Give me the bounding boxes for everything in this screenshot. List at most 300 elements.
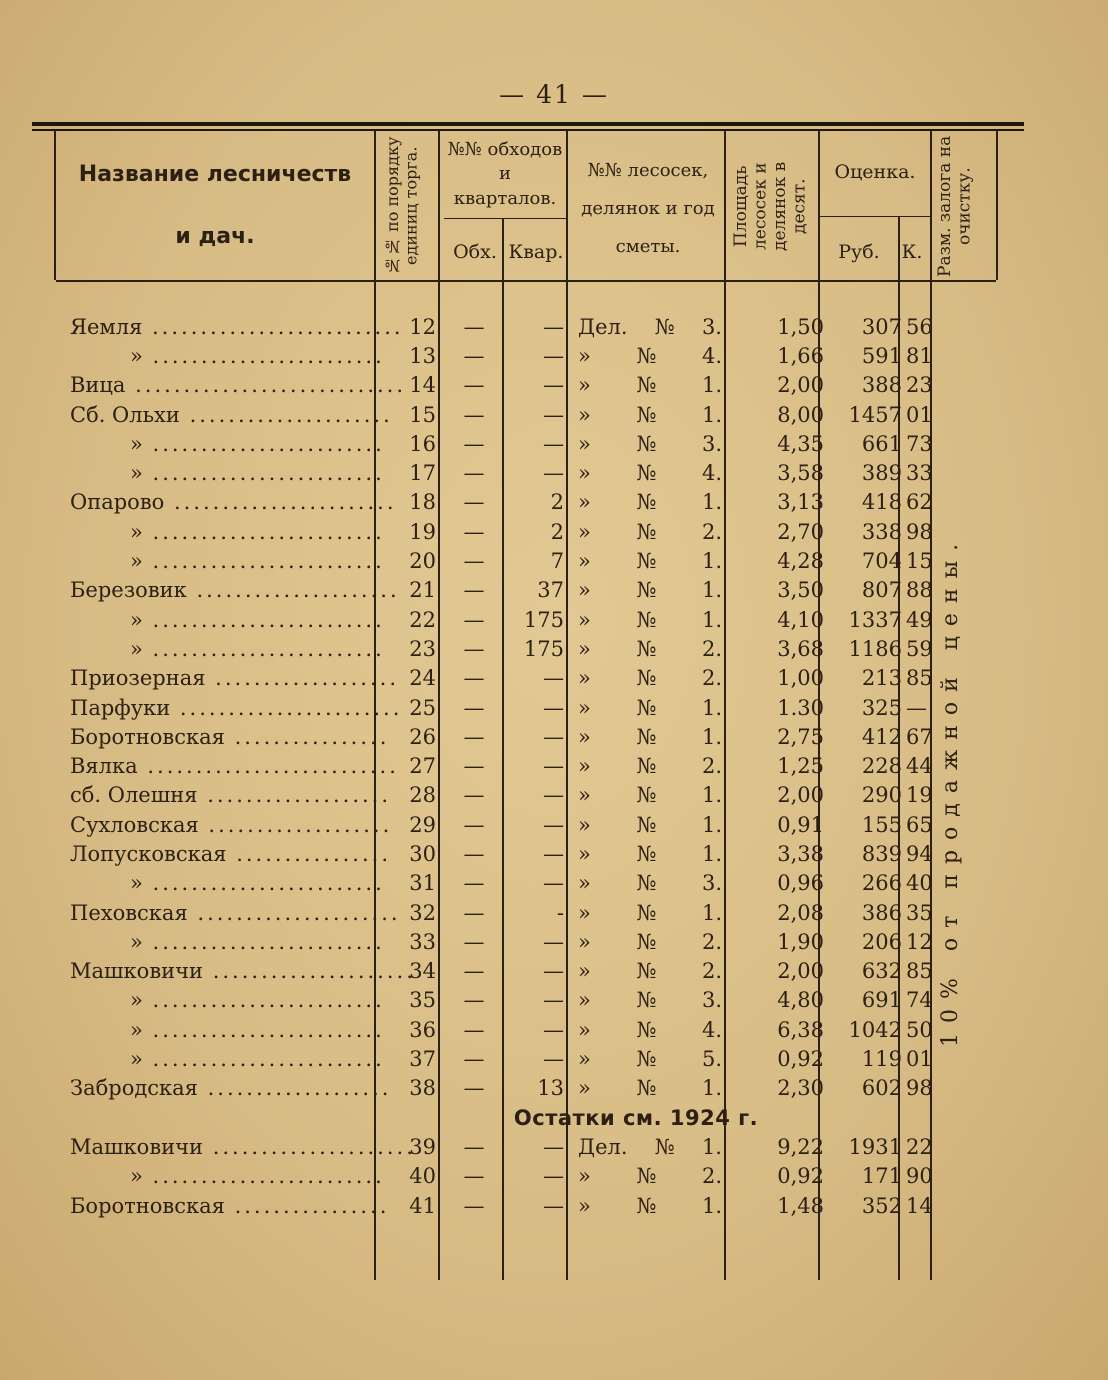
row-kv: —: [543, 343, 564, 368]
row-name: [70, 1044, 385, 1073]
row-name-text: »: [130, 929, 143, 954]
row-plot-d2: №: [636, 754, 657, 779]
row-plot-d2: №: [636, 1076, 657, 1101]
row-area: 1,48: [777, 1193, 824, 1218]
row-plot: [570, 693, 732, 722]
row-plot: [570, 1044, 732, 1073]
row-obh: —: [463, 959, 485, 984]
row-plot-d3: 1.: [701, 1134, 722, 1159]
row-kv: —: [543, 373, 564, 398]
row-plot-d1: »: [578, 431, 591, 456]
row-plot-d1: »: [578, 988, 591, 1013]
row-plot: [570, 957, 732, 986]
row-plot-d2: №: [636, 783, 657, 808]
row-name-text: »: [130, 1047, 143, 1072]
col-line-right: [996, 130, 998, 280]
row-plot-d3: 4.: [701, 343, 722, 368]
row-obh: —: [463, 607, 485, 632]
table-row: [70, 488, 942, 517]
row-name: [70, 693, 403, 722]
row-plot-d1: »: [578, 929, 591, 954]
row-plot-d3: 1.: [701, 607, 722, 632]
table-row: [70, 458, 942, 487]
row-kop: 88: [906, 578, 933, 603]
data-table: [70, 312, 942, 1220]
row-name: [70, 1191, 390, 1220]
table-row: [70, 605, 942, 634]
row-lot-no: 17: [409, 461, 436, 486]
table-row: [70, 751, 942, 780]
row-plot-d3: 2.: [701, 636, 722, 661]
row-lot-no: 24: [409, 666, 436, 691]
row-kv: —: [543, 1164, 564, 1189]
row-area: 3,58: [777, 461, 824, 486]
row-kv: —: [543, 1017, 564, 1042]
row-obh: —: [463, 519, 485, 544]
row-obh: —: [463, 1193, 485, 1218]
row-obh: —: [463, 812, 485, 837]
row-plot-d2: №: [636, 959, 657, 984]
header-name: Название лесничеств: [78, 162, 352, 187]
row-plot-d3: 1.: [701, 402, 722, 427]
row-obh: —: [463, 1134, 485, 1159]
row-name: [70, 927, 385, 956]
row-plot-d3: 1.: [701, 783, 722, 808]
dot-leader: ........................: [142, 607, 385, 632]
row-kv: —: [543, 724, 564, 749]
row-kop: 73: [906, 431, 933, 456]
row-rub: 386: [861, 900, 902, 925]
row-plot-d3: 1.: [701, 724, 722, 749]
table-row: [70, 400, 942, 429]
row-name-text: Опарово: [70, 490, 165, 515]
row-plot-d2: №: [636, 812, 657, 837]
header-rounds-obh: Обх.: [453, 241, 497, 263]
row-plot-d1: »: [578, 1164, 591, 1189]
page-number: — 41 —: [499, 80, 609, 109]
col-line-left: [54, 130, 56, 280]
row-plot-d1: »: [578, 695, 591, 720]
header-kop: К.: [901, 241, 923, 263]
row-name-text: »: [130, 871, 143, 896]
row-plot: [570, 781, 732, 810]
dot-leader: ........................: [142, 988, 385, 1013]
row-area: 3,38: [777, 841, 824, 866]
row-area: 3,50: [777, 578, 824, 603]
row-rub: 1457: [848, 402, 902, 427]
row-obh: —: [463, 754, 485, 779]
row-lot-no: 20: [409, 549, 436, 574]
row-plot: [570, 722, 732, 751]
row-plot-d2: №: [636, 1193, 657, 1218]
row-kv: 2: [550, 490, 564, 515]
table-row: [70, 341, 942, 370]
row-kop: 62: [906, 490, 933, 515]
header-sub-line-rounds: [444, 218, 568, 219]
row-plot-d2: №: [636, 373, 657, 398]
row-kop: 01: [906, 1047, 933, 1072]
row-plot-d3: 4.: [701, 461, 722, 486]
row-plot: [570, 458, 732, 487]
row-plot: [570, 517, 732, 546]
row-plot-d1: »: [578, 1076, 591, 1101]
row-kv: —: [543, 841, 564, 866]
row-name: [70, 341, 385, 370]
row-lot-no: 22: [409, 607, 436, 632]
top-rule-thick: [32, 122, 1024, 126]
row-area: 9,22: [777, 1134, 824, 1159]
row-name-text: Яемля: [70, 314, 143, 339]
row-plot-d2: №: [636, 1017, 657, 1042]
dot-leader: ...................: [197, 1076, 392, 1101]
row-name-text: Машковичи: [70, 959, 204, 984]
row-plot-d1: »: [578, 1193, 591, 1218]
row-name: [70, 1162, 385, 1191]
row-kv: —: [543, 666, 564, 691]
row-plot-d2: №: [636, 666, 657, 691]
row-obh: —: [463, 343, 485, 368]
row-rub: 839: [861, 841, 902, 866]
row-name-text: »: [130, 461, 143, 486]
row-lot-no: 15: [409, 402, 436, 427]
row-lot-no: 27: [409, 754, 436, 779]
dot-leader: ................: [226, 841, 392, 866]
row-plot-d1: »: [578, 900, 591, 925]
header-estimate: Оценка.: [834, 161, 916, 183]
row-plot-d3: 1.: [701, 549, 722, 574]
row-kop: 01: [906, 402, 933, 427]
row-obh: —: [463, 783, 485, 808]
row-lot-no: 41: [409, 1193, 436, 1218]
row-area: 4,10: [777, 607, 824, 632]
dot-leader: ...................: [197, 783, 392, 808]
table-row: [70, 312, 942, 341]
row-plot-d1: »: [578, 1017, 591, 1042]
row-name-text: »: [130, 431, 143, 456]
row-plot: [570, 839, 732, 868]
row-plot-d3: 3.: [701, 431, 722, 456]
row-area: 8,00: [777, 402, 824, 427]
row-lot-no: 19: [409, 519, 436, 544]
row-plot-d1: »: [578, 666, 591, 691]
row-name-text: Приозерная: [70, 666, 206, 691]
row-obh: —: [463, 461, 485, 486]
row-plot-d1: »: [578, 959, 591, 984]
table-row: [70, 722, 942, 751]
row-area: 1,66: [777, 343, 824, 368]
row-kv: —: [543, 695, 564, 720]
row-plot: [570, 810, 732, 839]
row-plot: [570, 869, 732, 898]
row-plot: [570, 634, 732, 663]
row-kop: 56: [906, 314, 933, 339]
row-area: 0,92: [777, 1047, 824, 1072]
row-plot-d3: 3.: [701, 988, 722, 1013]
row-plot-d2: №: [636, 724, 657, 749]
row-obh: —: [463, 549, 485, 574]
header-lot-no: №№ по порядку единиц торга.: [383, 136, 421, 276]
row-plot-d3: 4.: [701, 1017, 722, 1042]
row-area: 2,00: [777, 959, 824, 984]
row-name: [70, 312, 404, 341]
row-rub: 290: [861, 783, 902, 808]
row-rub: 632: [861, 959, 902, 984]
table-row: [70, 898, 942, 927]
row-rub: 213: [861, 666, 902, 691]
row-area: 2,08: [777, 900, 824, 925]
row-kop: 33: [906, 461, 933, 486]
row-rub: 266: [861, 871, 902, 896]
row-obh: —: [463, 929, 485, 954]
row-lot-no: 37: [409, 1047, 436, 1072]
row-plot: [570, 312, 732, 341]
row-plot-d1: »: [578, 402, 591, 427]
row-plot: [570, 1015, 732, 1044]
header-deposit: Разм. залога на очистку.: [935, 135, 975, 277]
row-kv: —: [543, 812, 564, 837]
row-name: [70, 458, 385, 487]
row-obh: —: [463, 666, 485, 691]
header-area: Площадь лесосек и делянок в десят.: [731, 161, 810, 251]
row-name: [70, 722, 390, 751]
row-name: [70, 634, 385, 663]
row-plot-d2: №: [636, 490, 657, 515]
row-kop: —: [906, 695, 927, 720]
row-plot: [570, 488, 732, 517]
row-rub: 412: [861, 724, 902, 749]
dot-leader: .......................: [170, 695, 403, 720]
header-sub-line-estimate: [820, 216, 930, 217]
row-name-text: »: [130, 1017, 143, 1042]
row-rub: 352: [861, 1193, 902, 1218]
row-plot: [570, 429, 732, 458]
row-kop: 12: [906, 929, 933, 954]
row-name-text: »: [130, 343, 143, 368]
dot-leader: ........................: [142, 1017, 385, 1042]
dot-leader: ........................: [142, 929, 385, 954]
row-lot-no: 26: [409, 724, 436, 749]
header-rounds-kv: Квар.: [508, 241, 564, 263]
row-kop: 65: [906, 812, 933, 837]
row-rub: 171: [861, 1164, 902, 1189]
row-area: 2,30: [777, 1076, 824, 1101]
row-obh: —: [463, 578, 485, 603]
row-kv: 175: [523, 607, 564, 632]
row-name: [70, 371, 407, 400]
row-plot-d1: »: [578, 343, 591, 368]
row-lot-no: 38: [409, 1076, 436, 1101]
table-row: [70, 634, 942, 663]
table-row: [70, 1044, 942, 1073]
row-lot-no: 31: [409, 871, 436, 896]
row-obh: —: [463, 900, 485, 925]
row-kop: 35: [906, 900, 933, 925]
row-plot: [570, 751, 732, 780]
row-plot-d1: »: [578, 841, 591, 866]
row-area: 1,50: [777, 314, 824, 339]
row-area: 4,35: [777, 431, 824, 456]
row-plot-d2: №: [654, 1134, 675, 1159]
row-area: 3,68: [777, 636, 824, 661]
header-plots: №№ лесосек, делянок и год сметы.: [581, 160, 715, 257]
dot-leader: ........................: [142, 461, 385, 486]
row-plot-d2: №: [654, 314, 675, 339]
row-rub: 1186: [848, 636, 902, 661]
row-plot-d1: »: [578, 607, 591, 632]
row-plot-d1: »: [578, 549, 591, 574]
row-kv: —: [543, 988, 564, 1013]
row-plot: [570, 1191, 732, 1220]
row-plot-d3: 1.: [701, 373, 722, 398]
row-kv: —: [543, 929, 564, 954]
row-lot-no: 13: [409, 343, 436, 368]
row-plot: [570, 1132, 732, 1161]
dot-leader: .....................: [186, 578, 400, 603]
row-kop: 67: [906, 724, 933, 749]
header-name-2: и дач.: [175, 224, 255, 249]
row-kop: 50: [906, 1017, 933, 1042]
row-plot-d2: №: [636, 871, 657, 896]
table-row: [70, 371, 942, 400]
row-obh: —: [463, 431, 485, 456]
row-lot-no: 34: [409, 959, 436, 984]
row-plot-d1: Дел.: [578, 314, 628, 339]
row-plot-d3: 5.: [701, 1047, 722, 1072]
table-row: [70, 664, 942, 693]
row-name-text: Сухловская: [70, 812, 199, 837]
row-plot-d3: 2.: [701, 929, 722, 954]
table-row: [70, 1074, 942, 1103]
dot-leader: ...................: [205, 666, 400, 691]
row-plot: [570, 341, 732, 370]
row-name: [70, 664, 400, 693]
row-name-text: Сб. Ольхи: [70, 402, 180, 427]
row-kv: —: [543, 431, 564, 456]
table-row: [70, 1015, 942, 1044]
row-plot-d1: »: [578, 754, 591, 779]
row-lot-no: 30: [409, 841, 436, 866]
dot-leader: .....................: [179, 402, 393, 427]
row-plot-d2: №: [636, 343, 657, 368]
row-rub: 155: [861, 812, 902, 837]
table-row: [70, 576, 942, 605]
row-plot: [570, 400, 732, 429]
row-name: [70, 546, 385, 575]
row-kop: 23: [906, 373, 933, 398]
row-kv: 13: [537, 1076, 564, 1101]
row-kv: —: [543, 1134, 564, 1159]
row-plot-d2: №: [636, 578, 657, 603]
row-name: [70, 1074, 392, 1103]
row-area: 1,00: [777, 666, 824, 691]
row-plot-d3: 3.: [701, 314, 722, 339]
row-plot-d2: №: [636, 988, 657, 1013]
row-kv: —: [543, 871, 564, 896]
row-area: 4,80: [777, 988, 824, 1013]
row-rub: 691: [861, 988, 902, 1013]
row-name: [70, 751, 399, 780]
row-rub: 704: [861, 549, 902, 574]
row-plot-d2: №: [636, 519, 657, 544]
row-rub: 1931: [848, 1134, 902, 1159]
row-obh: —: [463, 314, 485, 339]
row-name: [70, 400, 393, 429]
row-rub: 228: [861, 754, 902, 779]
row-obh: —: [463, 1164, 485, 1189]
row-lot-no: 29: [409, 812, 436, 837]
dot-leader: .....................: [203, 959, 416, 984]
row-name: [70, 605, 385, 634]
dot-leader: ................: [224, 724, 390, 749]
header-rounds: №№ обходов и кварталов.: [447, 139, 563, 209]
row-lot-no: 33: [409, 929, 436, 954]
row-lot-no: 14: [409, 373, 436, 398]
row-name-text: Пеховская: [70, 900, 188, 925]
row-plot: [570, 1074, 732, 1103]
dot-leader: ........................: [142, 343, 385, 368]
row-name-text: Березовик: [70, 578, 187, 603]
row-plot-d2: №: [636, 402, 657, 427]
dot-leader: ........................: [142, 431, 385, 456]
row-rub: 661: [861, 431, 902, 456]
dot-leader: ........................: [142, 1047, 385, 1072]
row-plot: [570, 576, 732, 605]
row-plot-d1: »: [578, 724, 591, 749]
row-plot-d2: №: [636, 607, 657, 632]
table-row: [70, 1132, 942, 1161]
row-name-text: »: [130, 988, 143, 1013]
table-row: [70, 1191, 942, 1220]
row-kv: —: [543, 1047, 564, 1072]
row-plot-d3: 1.: [701, 841, 722, 866]
row-kv: —: [543, 314, 564, 339]
table-row: [70, 781, 942, 810]
row-obh: —: [463, 871, 485, 896]
table-row: [70, 957, 942, 986]
row-name-text: Вица: [70, 373, 126, 398]
row-name: [70, 1015, 385, 1044]
row-rub: 119: [861, 1047, 902, 1072]
row-area: 0,91: [777, 812, 824, 837]
row-name-text: »: [130, 549, 143, 574]
row-plot-d3: 1.: [701, 900, 722, 925]
dot-leader: ........................: [142, 636, 385, 661]
row-kop: 40: [906, 871, 933, 896]
row-lot-no: 25: [409, 695, 436, 720]
row-rub: 1337: [848, 607, 902, 632]
row-rub: 1042: [848, 1017, 902, 1042]
row-name: [70, 810, 393, 839]
row-obh: —: [463, 988, 485, 1013]
top-rule-thin: [32, 129, 1024, 131]
row-lot-no: 28: [409, 783, 436, 808]
dot-leader: .......................: [164, 490, 397, 515]
row-area: 3,13: [777, 490, 824, 515]
row-obh: —: [463, 636, 485, 661]
row-kop: 15: [906, 549, 933, 574]
row-name-text: Парфуки: [70, 695, 171, 720]
row-obh: —: [463, 724, 485, 749]
row-plot-d2: №: [636, 549, 657, 574]
row-area: 2,70: [777, 519, 824, 544]
row-obh: —: [463, 490, 485, 515]
table-row: [70, 986, 942, 1015]
row-name: [70, 839, 392, 868]
row-kop: 49: [906, 607, 933, 632]
row-kop: 90: [906, 1164, 933, 1189]
dot-leader: ............................: [125, 373, 407, 398]
table-row: [70, 546, 942, 575]
